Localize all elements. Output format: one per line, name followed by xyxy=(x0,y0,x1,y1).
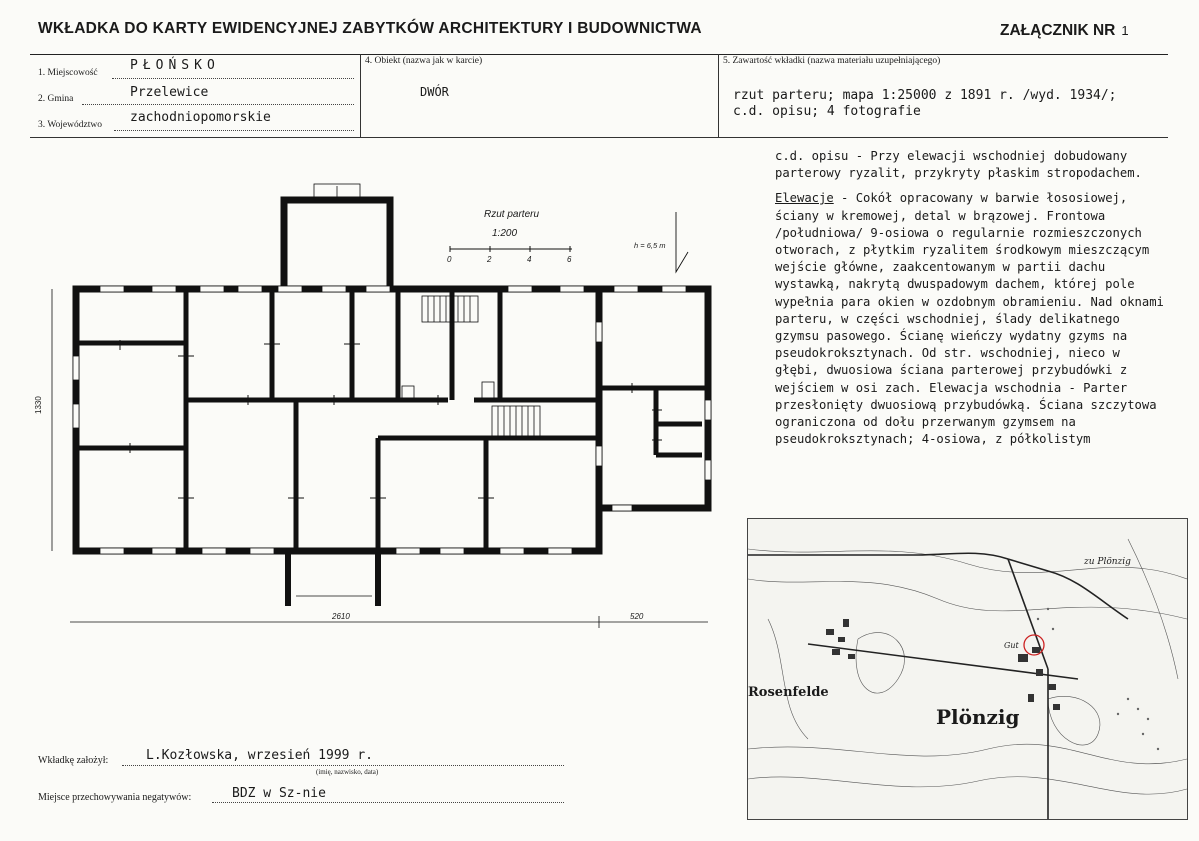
scale-tick-2: 2 xyxy=(487,255,492,264)
form-divider-1 xyxy=(360,54,361,137)
wojewodztwo-value: zachodniopomorskie xyxy=(130,110,271,125)
scale-tick-6: 6 xyxy=(567,255,572,264)
description-p2 xyxy=(775,190,1167,448)
miejscowosc-line xyxy=(112,78,354,79)
zawartosc-line-2: c.d. opisu; 4 fotografie xyxy=(733,104,921,119)
negatywy-value: BDZ w Sz-nie xyxy=(232,786,326,801)
annex-label xyxy=(1000,22,1129,40)
gmina-value: Przelewice xyxy=(130,85,209,100)
dim-width-side: 520 xyxy=(630,612,644,621)
miejscowosc-label: 1. Miejscowość xyxy=(38,68,98,78)
gmina-label: 2. Gmina xyxy=(38,94,74,104)
description-p1: c.d. opisu - Przy elewacji wschodniej dobudowany parterowy ryzalit, przykryty płaskim stropodachem. xyxy=(775,149,1142,181)
scale-tick-0: 0 xyxy=(447,255,452,264)
zalozyl-label: Wkładkę założył: xyxy=(38,755,109,766)
obiekt-label: 4. Obiekt (nazwa jak w karcie) xyxy=(365,56,483,66)
historic-map xyxy=(747,518,1188,820)
map-label-rosenfelde: Rosenfelde xyxy=(748,685,829,700)
floor-plan xyxy=(0,140,740,640)
scale-tick-4: 4 xyxy=(527,255,532,264)
zawartosc-label: 5. Zawartość wkładki (nazwa materiału uzupełniającego) xyxy=(723,56,941,66)
form-bottom-rule xyxy=(30,137,1168,138)
plan-scale: 1:200 xyxy=(492,228,518,239)
wojewodztwo-line xyxy=(114,130,354,131)
dim-width-main: 2610 xyxy=(332,612,350,621)
obiekt-value: DWÓR xyxy=(420,85,449,99)
map-label-plonzig: Plönzig xyxy=(936,705,1020,729)
zalozyl-value: L.Kozłowska, wrzesień 1999 r. xyxy=(146,748,373,763)
description-body: - Cokół opracowany w barwie łososiowej, ściany w kremowej, detal w brązowej. Frontowa /południowa/ 9-osiowa o regularnie rozmieszczonych otworach, z płytkim ryzalitem środkowym mieszczącym wejście główne, zaakcentowanym w partii dachu wystawką, nakrytą dwuspadowym dachem, której pole wypełnia para okien w ozdobnym obramieniu. Nad oknami parteru, w części wschodniej, ślady delikatnego gzymsu pasowego. Ścianę wieńczy wydatny gzyms na pseudokroksztynach. Od str. wschodniej, nieco w głębi, dwuosiowa ściana parterowej przybudówki z wejściem w osi zach. Elewacja wschodnia - Parter przesłonięty dwuosiową przybudówką. Ściana szczytowa ograniczona od dołu przerwanym gzymsem na pseudokroksztynach; 4-osiowa, z półkolistym xyxy=(775,191,1164,447)
annex-label-text: ZAŁĄCZNIK NR xyxy=(1000,22,1116,39)
negatywy-label: Miejsce przechowywania negatywów: xyxy=(38,792,192,803)
north-bay-wall xyxy=(284,200,390,289)
zawartosc-line-1: rzut parteru; mapa 1:25000 z 1891 r. /wyd. 1934/; xyxy=(733,88,1117,103)
miejscowosc-value: PŁOŃSKO xyxy=(130,58,220,73)
plan-title: Rzut parteru xyxy=(484,209,540,220)
header-rule xyxy=(30,54,1168,55)
page-title: WKŁADKA DO KARTY EWIDENCYJNEJ ZABYTKÓW ARCHITEKTURY I BUDOWNICTWA xyxy=(38,20,702,37)
description-heading: Elewacje xyxy=(775,191,834,206)
wojewodztwo-label: 3. Województwo xyxy=(38,120,102,130)
map-label-gut: Gut xyxy=(1004,641,1019,650)
outer-wall-main xyxy=(76,289,599,551)
dim-height: 1330 xyxy=(34,396,43,414)
map-label-zu-plonzig: zu Plönzig xyxy=(1084,557,1131,567)
description xyxy=(775,148,1167,456)
negatywy-line xyxy=(212,802,564,803)
form-divider-2 xyxy=(718,54,719,137)
zalozyl-hint: (imię, nazwisko, data) xyxy=(316,768,379,776)
gmina-line xyxy=(82,104,354,105)
annex-number: 1 xyxy=(1121,23,1129,38)
height-note: h = 6,5 m xyxy=(634,241,666,250)
zalozyl-line xyxy=(122,765,564,766)
